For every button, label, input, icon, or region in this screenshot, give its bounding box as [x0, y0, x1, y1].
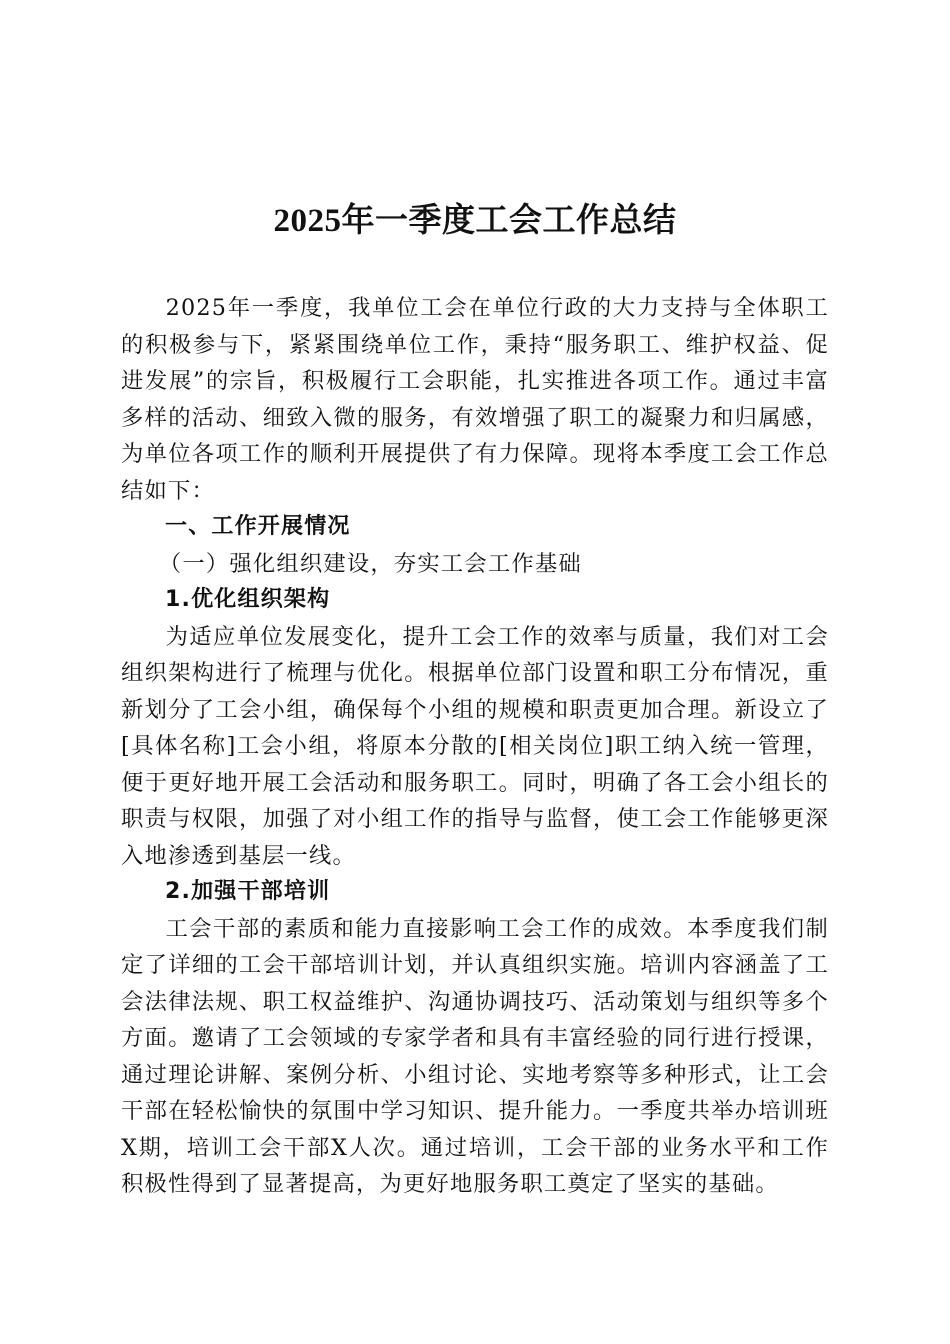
item-heading-cadre-training: 2.加强干部培训: [165, 879, 331, 904]
item-heading-optimize-structure: 1.优化组织架构: [165, 587, 331, 612]
intro-paragraph: 2025年一季度，我单位工会在单位行政的大力支持与全体职工的积极参与下，紧紧围绕单位工作，秉持“服务职工、维护权益、促进发展”的宗旨，积极履行工会职能，扎实推进各项工作。通过丰富多样的活动、细致入微的服务，有效增强了职工的凝聚力和归属感，为单位各项工作的顺利开展提供了有力保障。现将本季度工会工作总结如下：: [121, 295, 829, 504]
section-heading-work-progress: 一、工作开展情况: [165, 514, 351, 539]
document-title: 2025年一季度工会工作总结: [273, 203, 677, 239]
subsection-heading-organization: （一）强化组织建设，夯实工会工作基础: [158, 550, 582, 577]
item-paragraph-cadre-training: 工会干部的素质和能力直接影响工会工作的成效。本季度我们制定了详细的工会干部培训计划，并认真组织实施。培训内容涵盖了工会法律法规、职工权益维护、沟通协调技巧、活动策划与组织等多个方面。邀请了工会领域的专家学者和具有丰富经验的同行进行授课，通过理论讲解、案例分析、小组讨论、实地考察等多种形式，让工会干部在轻松愉快的氛围中学习知识、提升能力。一季度共举办培训班X期，培训工会干部X人次。通过培训，工会干部的业务水平和工作积极性得到了显著提高，为更好地服务职工奠定了坚实的基础。: [121, 915, 829, 1197]
document-body: [121, 290, 829, 1203]
item-paragraph-optimize-structure: 为适应单位发展变化，提升工会工作的效率与质量，我们对工会组织架构进行了梳理与优化。根据单位部门设置和职工分布情况，重新划分了工会小组，确保每个小组的规模和职责更加合理。新设立了[具体名称]工会小组，将原本分散的[相关岗位]职工纳入统一管理，便于更好地开展工会活动和服务职工。同时，明确了各工会小组长的职责与权限，加强了对小组工作的指导与监督，使工会工作能够更深入地渗透到基层一线。: [121, 623, 829, 869]
